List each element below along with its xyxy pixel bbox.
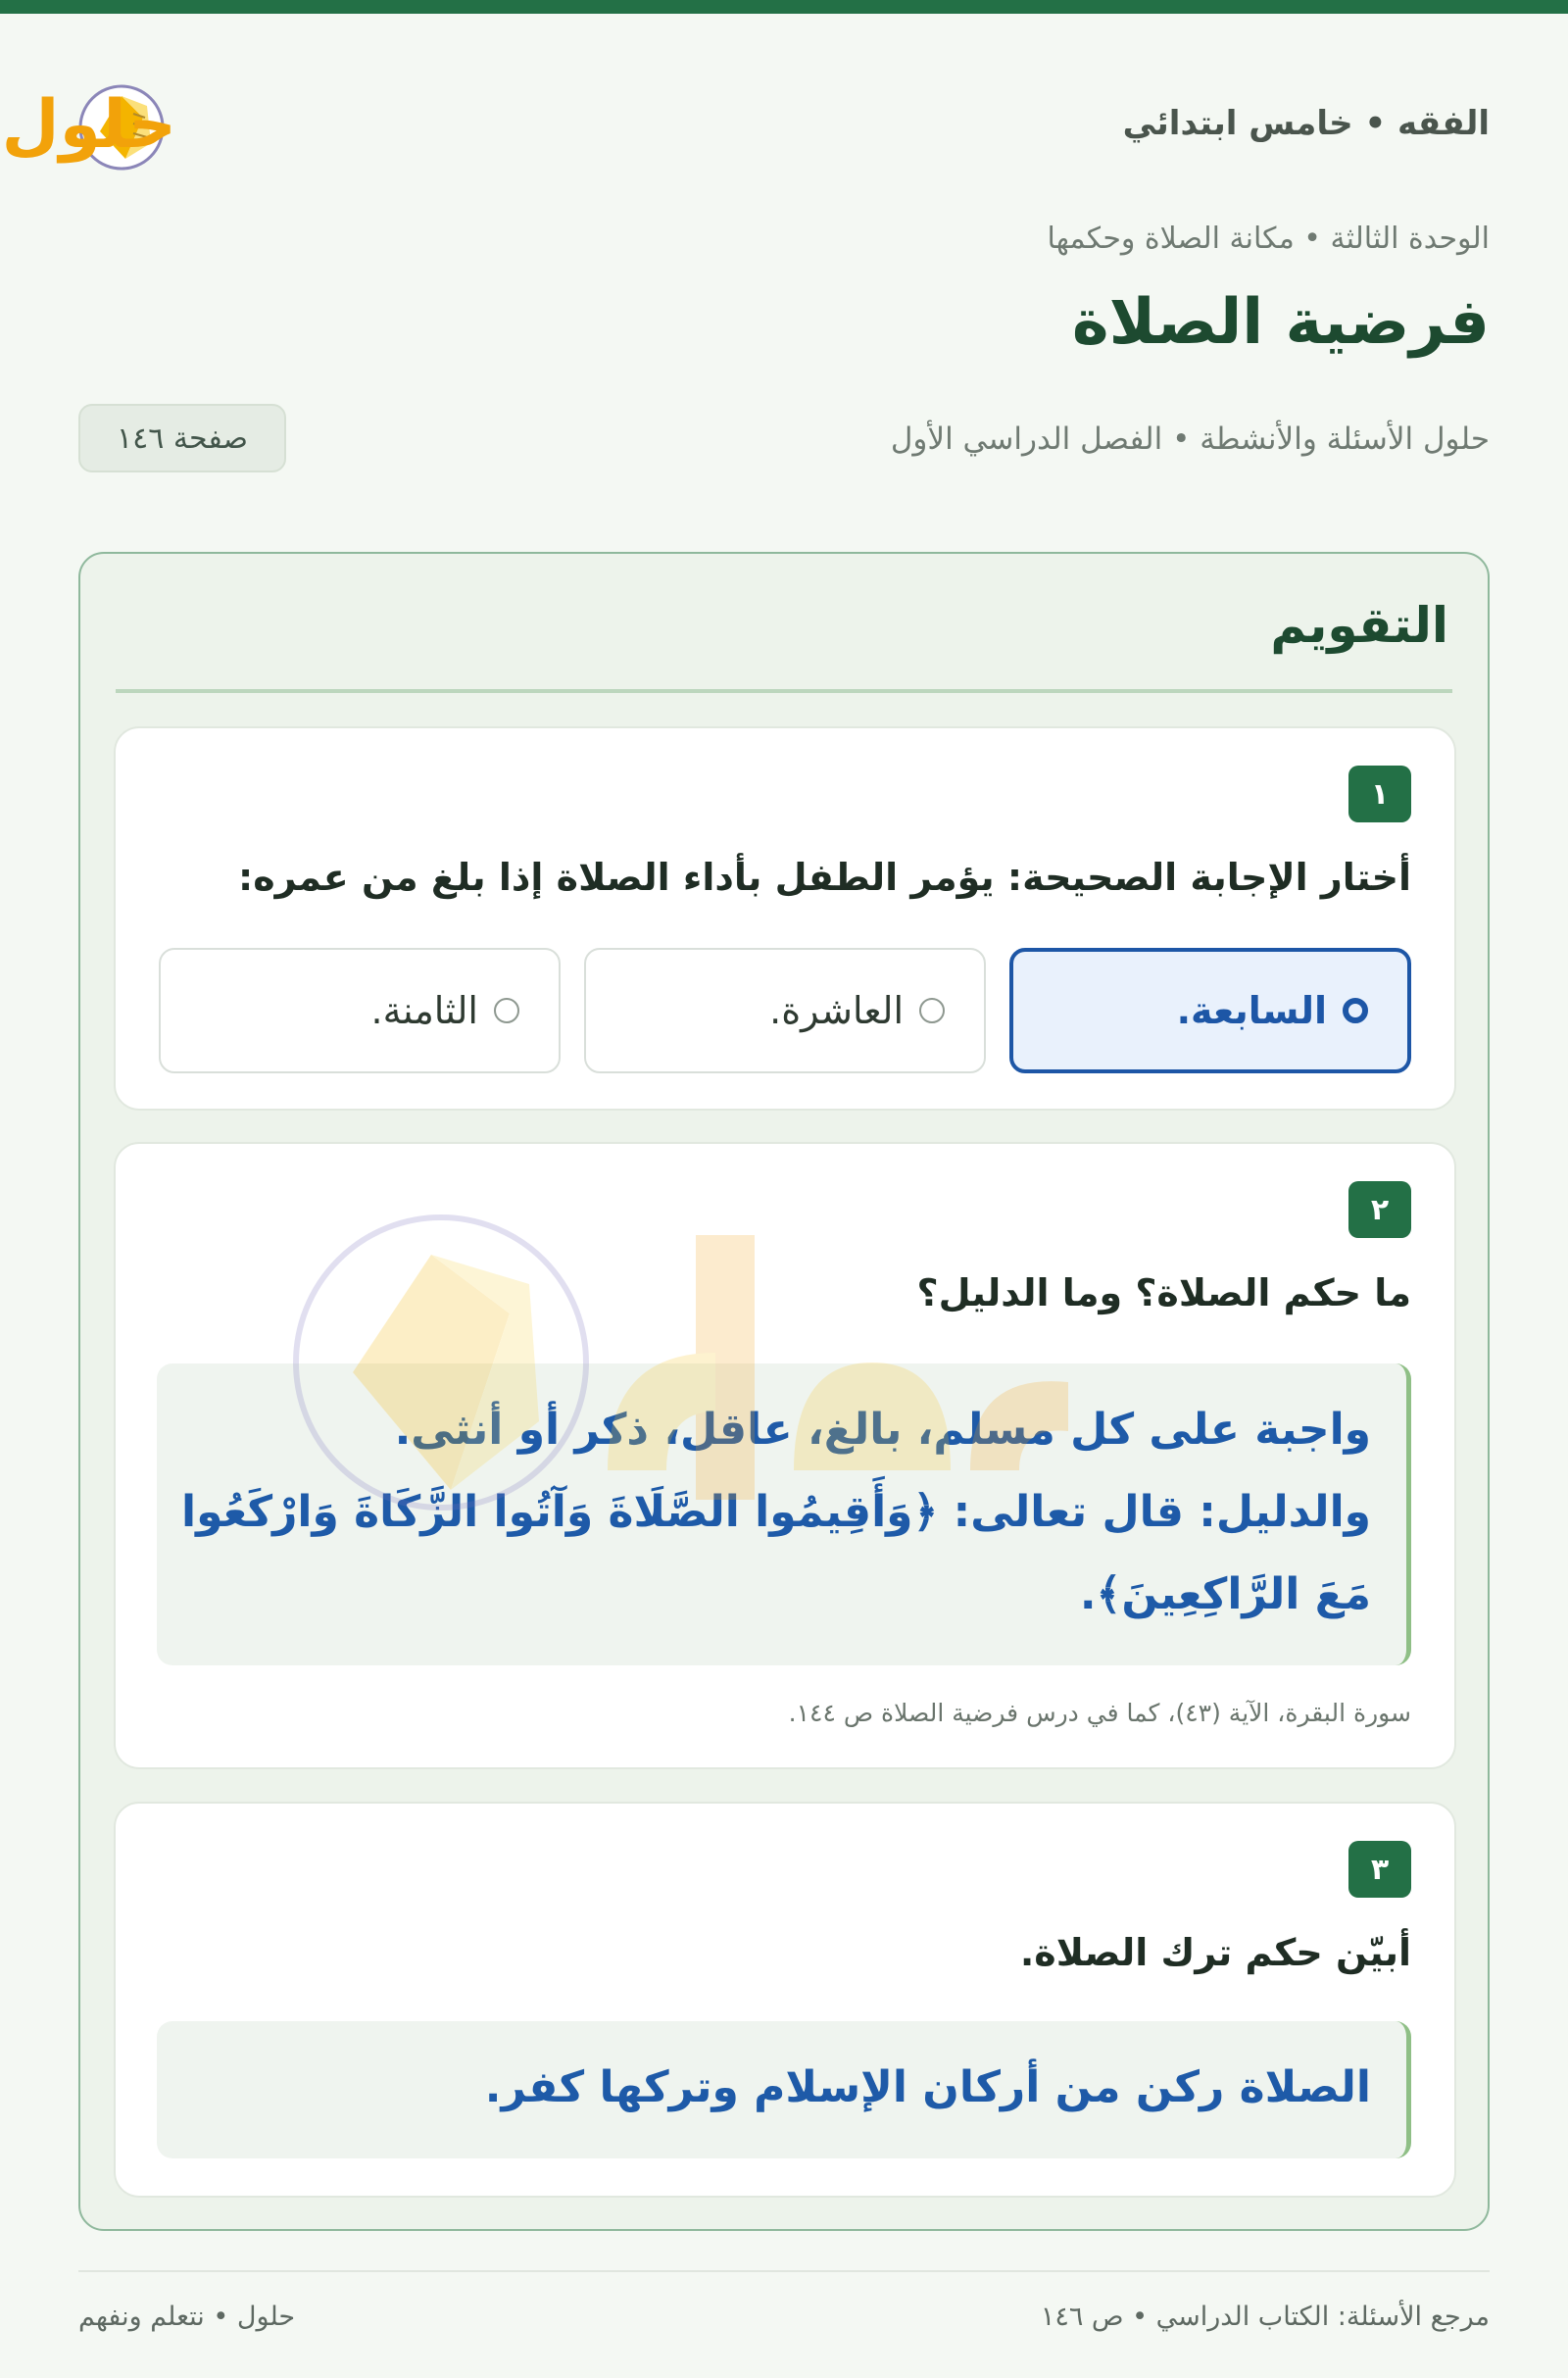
answer-box <box>157 1363 1411 1665</box>
unit-breadcrumb: الوحدة الثالثة • مكانة الصلاة وحكمها <box>1047 222 1490 256</box>
panel-title: التقويم <box>1270 597 1448 654</box>
answer-line: مَعَ الرَّاكِعِينَ﴾. <box>1079 1569 1371 1619</box>
footer-tagline: حلول • نتعلم ونفهم <box>78 2302 296 2332</box>
evaluation-panel <box>78 552 1490 2231</box>
site-logo[interactable] <box>1 67 353 174</box>
question-card-2 <box>114 1142 1456 1769</box>
top-accent-bar <box>0 0 1568 14</box>
question-number-badge: ٢ <box>1348 1181 1411 1238</box>
subject-label: الفقه • خامس ابتدائي <box>1122 104 1490 143</box>
answer-line: والدليل: قال تعالى: ﴿وَأَقِيمُوا الصَّلَاةَ وَآتُوا الزَّكَاةَ وَارْكَعُوا <box>181 1487 1371 1537</box>
question-number-badge: ١ <box>1348 766 1411 822</box>
page-number-badge: صفحة ١٤٦ <box>78 404 286 472</box>
option-label: العاشرة. <box>769 989 904 1032</box>
page-title: فرضية الصلاة <box>1071 286 1490 359</box>
question-number-badge: ٣ <box>1348 1841 1411 1898</box>
option-label: الثامنة. <box>370 989 478 1032</box>
footer-reference: مرجع الأسئلة: الكتاب الدراسي • ص ١٤٦ <box>1040 2302 1490 2332</box>
option-eighth[interactable] <box>159 948 561 1073</box>
question-text: أبيّن حكم ترك الصلاة. <box>1019 1931 1411 1974</box>
question-card-3 <box>114 1802 1456 2198</box>
radio-selected-icon[interactable] <box>1343 998 1368 1023</box>
radio-icon[interactable] <box>919 998 945 1023</box>
page-description: حلول الأسئلة والأنشطة • الفصل الدراسي الأول <box>890 421 1490 457</box>
site-header <box>1 59 1490 186</box>
option-label: السابعة. <box>1176 989 1327 1032</box>
question-card-1 <box>114 726 1456 1111</box>
option-tenth[interactable] <box>584 948 986 1073</box>
answer-box <box>157 2021 1411 2158</box>
answer-source-note: سورة البقرة، الآية (٤٣)، كما في درس فرضية الصلاة ص ١٤٤. <box>788 1699 1411 1727</box>
question-text: ما حكم الصلاة؟ وما الدليل؟ <box>916 1271 1411 1314</box>
answer-line: الصلاة ركن من أركان الإسلام وتركها كفر. <box>484 2062 1371 2112</box>
option-seventh[interactable] <box>1009 948 1411 1073</box>
answer-line: واجبة على كل مسلم، بالغ، عاقل، ذكر أو أنثى. <box>394 1405 1371 1455</box>
logo-text: حلول <box>1 86 176 164</box>
panel-divider <box>116 689 1452 693</box>
book-icon <box>1 67 353 174</box>
radio-icon[interactable] <box>494 998 519 1023</box>
footer-divider <box>78 2270 1490 2272</box>
question-text: أختار الإجابة الصحيحة: يؤمر الطفل بأداء الصلاة إذا بلغ من عمره: <box>238 856 1411 899</box>
